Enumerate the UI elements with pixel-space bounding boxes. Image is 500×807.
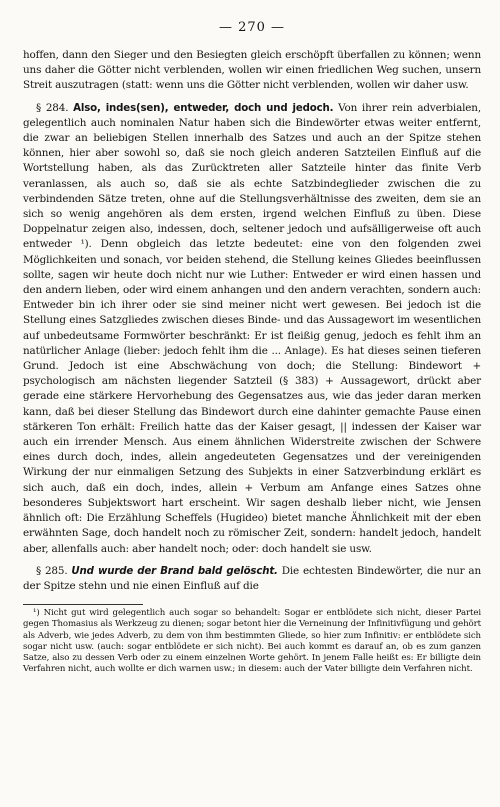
section-title: Also, indes(sen), entweder, doch und jedoch. (73, 102, 334, 114)
section-285 (23, 564, 481, 594)
section-number: § 284. (36, 101, 69, 114)
page-number: — 270 — (218, 20, 286, 35)
section-number: § 285. (36, 564, 68, 577)
section-284 (23, 101, 481, 557)
section-body: Die echtesten Bindewörter, die nur an der Spitze stehn und nie einen Einfluß auf die (23, 564, 481, 592)
paragraph-continuation: hoffen, dann den Sieger und den Besiegten gleich erschöpft überfallen zu können; wenn uns daher die Götter nicht verblenden, wollen wir einen friedlichen Weg suchen, unsern Streit auszutragen (statt: wenn uns die Götter nicht verblenden, wollen wir daher usw. (23, 49, 481, 92)
section-title: Und wurde der Brand bald gelöscht. (71, 565, 278, 577)
footnote-divider (23, 604, 143, 605)
section-body: Von ihrer rein adverbialen, gelegentlich auch nominalen Natur haben sich die Bindewörter etwas weiter entfernt, die zwar an beliebigen Stellen innerhalb des Satzes und auch an der Spitze stehen können, hier aber sowohl so, daß sie noch gleich anderen Satzteilen Einfluß auf die Wortstellung haben, als das Zurücktreten aller Satzteile hinter das finite Verb veranlassen, als auch so, daß sie als echte Satzbindeglieder zwischen die zu verbindenden Sätze treten, ohne auf die Stellungsverhältnisse des zweiten, dem sie an sich so wenig angehören als dem ersten, irgend welchen Einfluß zu üben. Diese Doppelnatur zeigen also, indessen, doch, seltener jedoch und aufsälligerweise oft auch entweder ¹). Denn obgleich das letzte bedeutet: eine von den folgenden zwei Möglichkeiten und sonach, vor beiden stehend, die Stellung keines Gliedes beeinflussen sollte, sagen wir heute doch nicht nur wie Luther: Entweder er wird einen hassen und den andern lieben, oder wird einem anhangen und den andern verachten, sondern auch: Entweder bin ich ihrer oder sie sind meiner nicht wert gewesen. Bei jedoch ist die Stellung eines Satzgliedes zwischen dieses Binde- und das Aussagewort im wesentlichen auf unbedeutsame Formwörter beschränkt: Er ist fleißig genug, jedoch es fehlt ihm an natürlicher Anlage (lieber: jedoch fehlt ihm die ... Anlage). Es hat dieses seinen tieferen Grund. Jedoch ist eine Abschwächung von doch; die Stellung: Bindewort + psychologisch am nächsten liegender Satzteil (§ 383) + Aussagewort, drückt aber gerade eine stärkere Hervorhebung des Gegensatzes aus, wie das jeder daran merken kann, daß bei dieser Stellung das Bindewort durch eine dahinter gemachte Pause einen stärkeren Ton erhält: Freilich hatte das der Kaiser gesagt, || indessen der Kaiser war auch ein irrender Mensch. Aus einem ähnlichen Widerstreite zwischen der Schwere eines durch doch, indes, allein angedeuteten Gegensatzes und der vereinigenden Wirkung der nur einmaligen Setzung des Subjekts in einer Satzverbindung erklärt es sich auch, daß ein doch, indes, allein + Verbum am Anfange eines Satzes ohne besonderes Subjektswort hart erscheint. Wir sagen deshalb lieber nicht, wie Jensen ähnlich oft: Die Erzählung Scheffels (Hugideo) bietet manche Ähnlichkeit mit der eben erwähnten Sage, doch handelt noch zu römischer Zeit, sondern: handelt jedoch, handelt aber, allenfalls auch: aber handelt noch; oder: doch handelt sie usw. (23, 101, 481, 555)
footnote: ¹) Nicht gut wird gelegentlich auch sogar so behandelt: Sogar er entblödete sich nicht, dieser Partei gegen Thomasius als Werkzeug zu dienen; sogar betont hier die Verneinung der Infinitivfügung und gehört als Adverb, wie jedes Adverb, zu dem von ihm bestimmten Gliede, so hier zum Infinitiv: er entblödete sich sogar nicht usw. (auch: sogar entblödete er sich nicht). Bei auch kommt es darauf an, ob es zum ganzen Satze, also zu dessen Verb oder zu einem einzelnen Worte gehört. In jenem Falle heißt es: Er billigte dein Verfahren nicht, auch wollte er dich warnen usw.; in diesem: auch der Vater billigte dein Verfahren nicht. (23, 608, 481, 675)
